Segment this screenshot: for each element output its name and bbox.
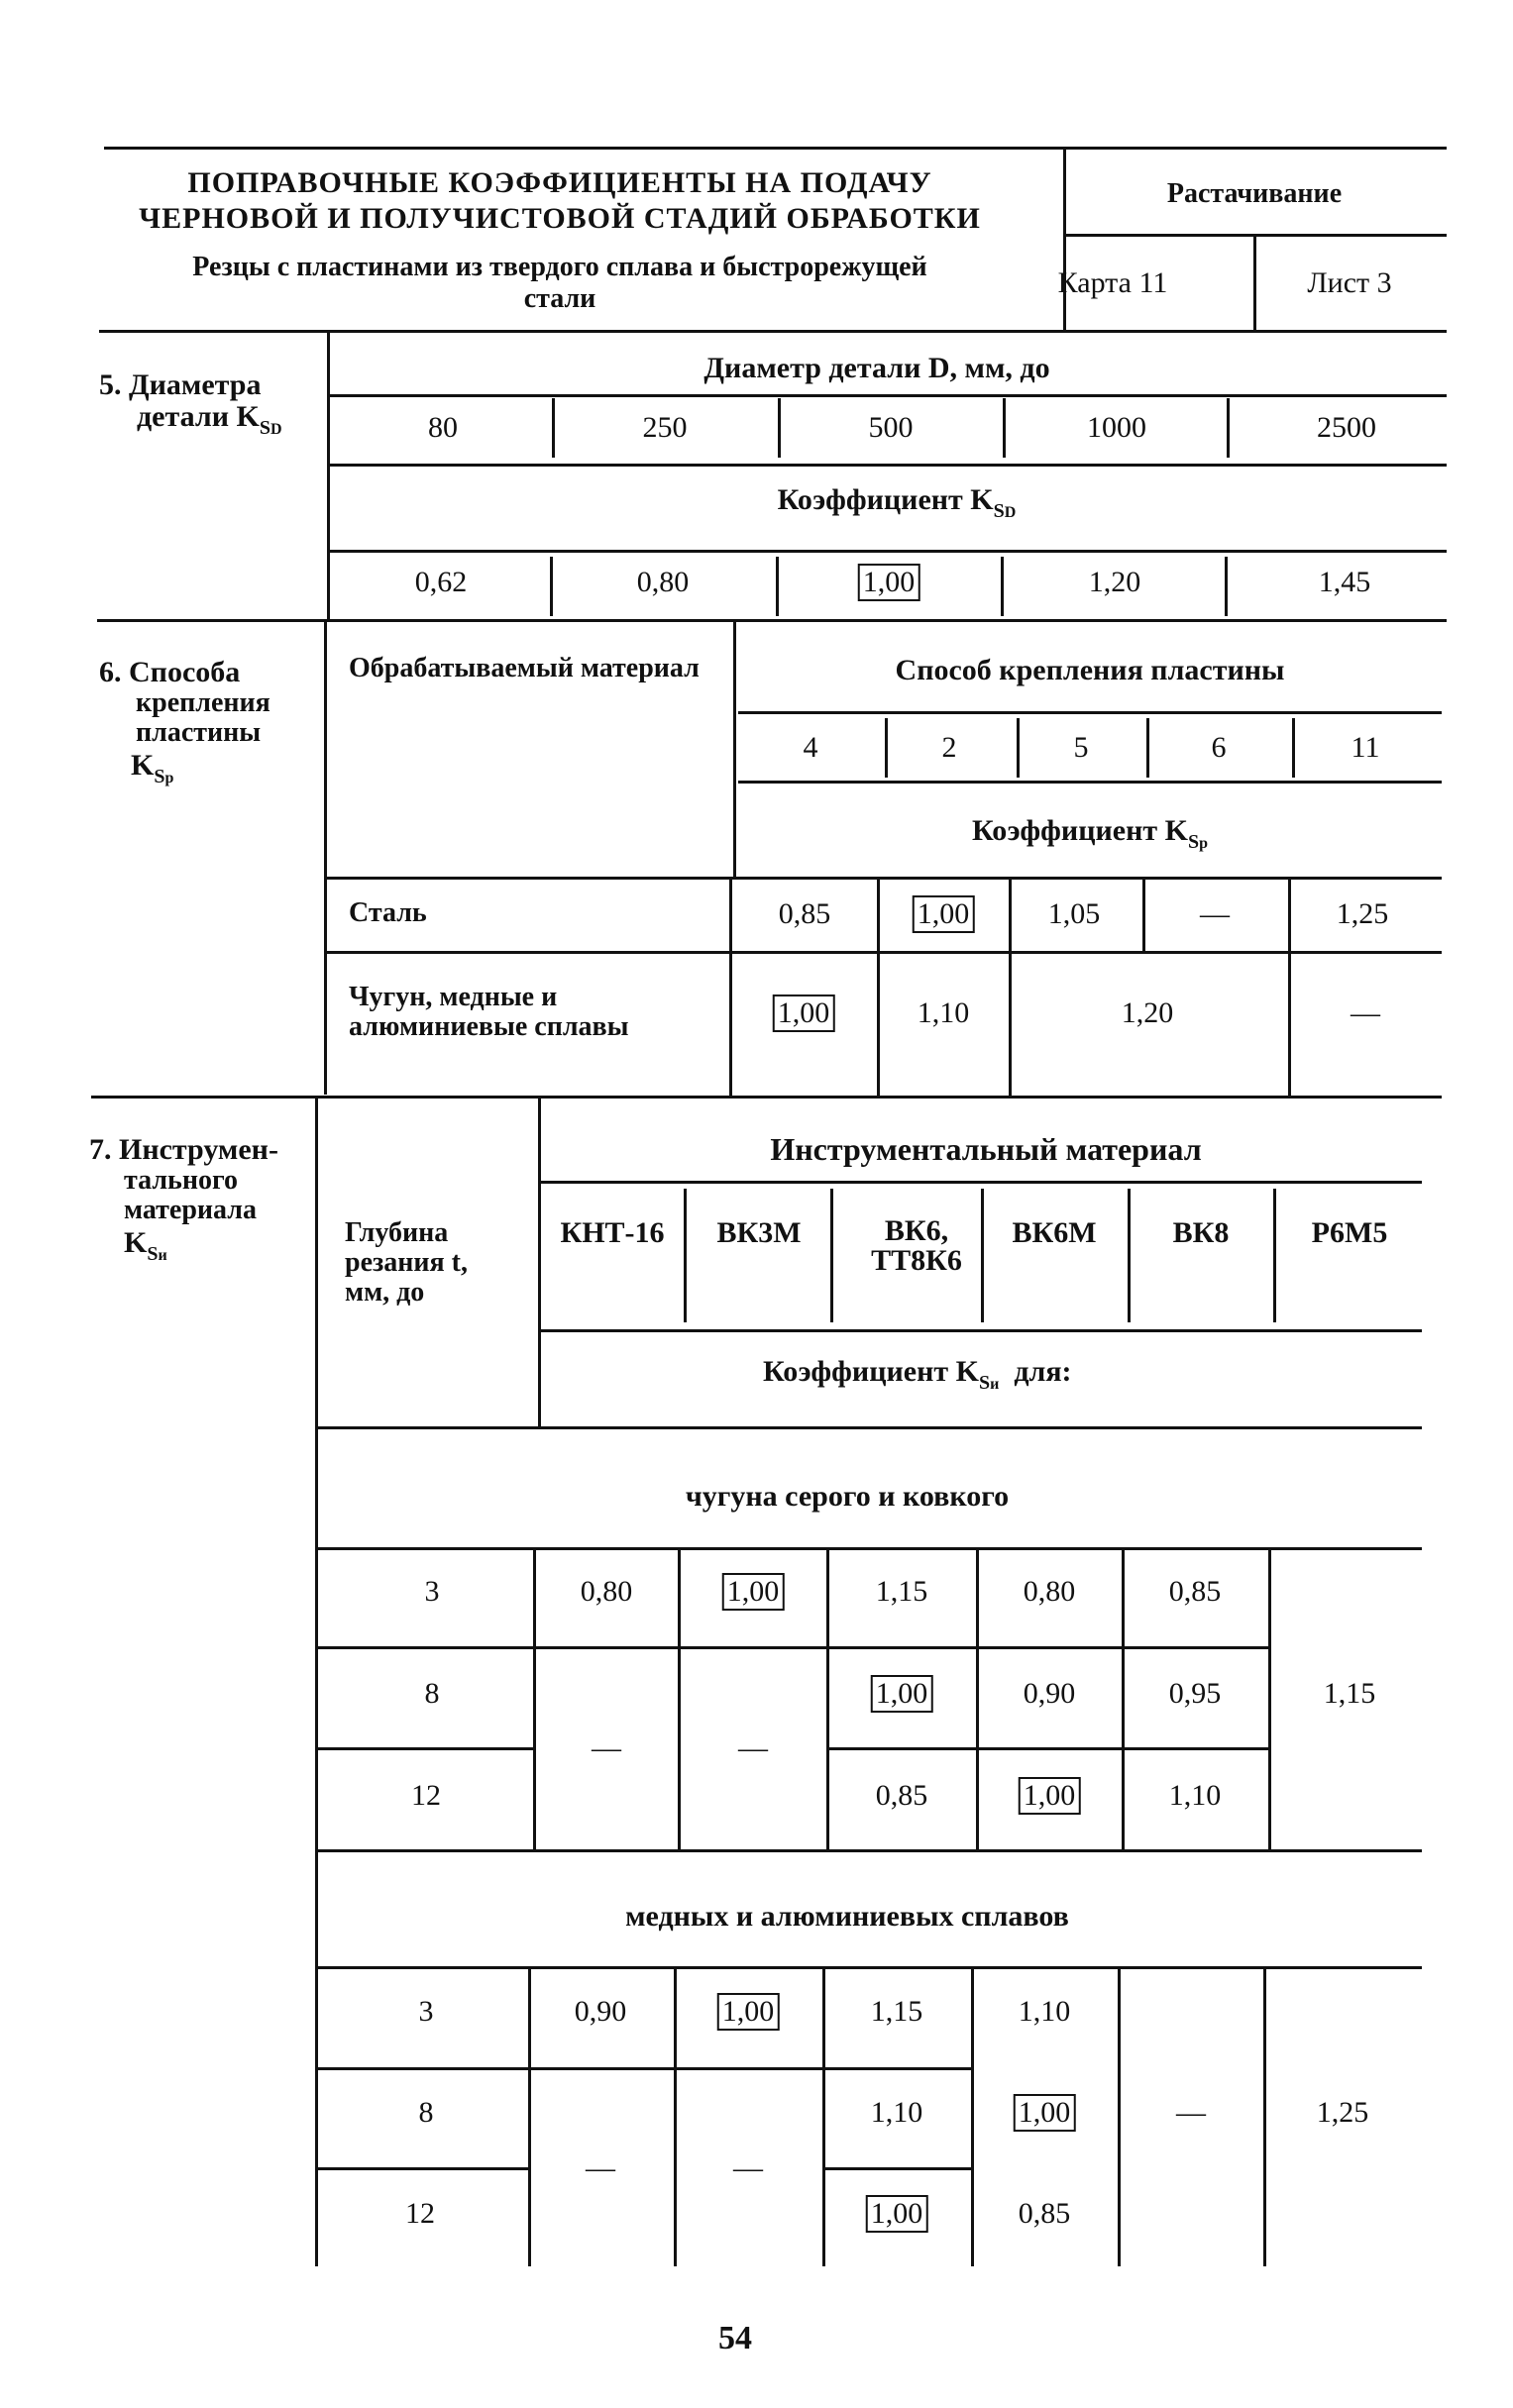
diameter-cell: 250 [642, 411, 688, 444]
dash-cell: — [592, 1731, 621, 1764]
coef-value: 1,45 [1318, 566, 1371, 598]
card-number: Карта 11 [1057, 266, 1168, 299]
rule [674, 1969, 677, 2266]
rule [971, 1969, 974, 2266]
section5-label: детали $K_{SD}$ [137, 400, 282, 439]
rule [981, 1189, 984, 1322]
coef-value: 1,15 [1323, 1677, 1376, 1710]
section7-label: $K_{Sи}$ [124, 1226, 167, 1265]
row-label-cast-iron: Чугун, медные и алюминиевые сплавы [349, 982, 629, 1042]
coef-value-boxed: 1,00 [1019, 1777, 1081, 1815]
rule [97, 619, 1447, 622]
rule [1122, 1550, 1125, 1849]
subtitle: Резцы с пластинами из твердого сплава и быстрорежущей [192, 252, 927, 282]
rule [315, 1098, 318, 2266]
coef-value: 0,85 [778, 897, 831, 930]
sheet-number: Лист 3 [1307, 266, 1392, 299]
page-title: ПОПРАВОЧНЫЕ КОЭФФИЦИЕНТЫ НА ПОДАЧУ [187, 166, 932, 199]
rule [1273, 1189, 1276, 1322]
method-cell: 2 [941, 731, 957, 764]
rule [317, 1966, 1422, 1969]
dash-cell: — [738, 1731, 768, 1764]
rule [733, 621, 736, 877]
section7-label: тального [124, 1165, 239, 1196]
rule [826, 1550, 829, 1849]
section5-column-header: Диаметр детали D, мм, до [703, 352, 1050, 384]
depth-cell: 12 [411, 1779, 441, 1812]
coef-value-boxed: 1,00 [717, 1993, 780, 2031]
coef-value: 0,80 [636, 566, 690, 598]
rule [99, 330, 1447, 333]
group-title: чугуна серого и ковкого [685, 1480, 1010, 1513]
rule [317, 1646, 1268, 1649]
section6-label: крепления [136, 687, 270, 718]
depth-cell: 3 [418, 1995, 434, 2028]
tool-cell: Р6М5 [1311, 1216, 1388, 1249]
coef-value: 1,20 [1121, 996, 1174, 1029]
coef-value: 0,90 [574, 1995, 627, 2028]
rule [550, 557, 553, 616]
rule [330, 394, 1447, 397]
depth-header: Глубина резания t, мм, до [345, 1217, 468, 1308]
coef-value: 1,10 [1168, 1779, 1222, 1812]
coef-value: 1,15 [870, 1995, 923, 2028]
rule [885, 718, 888, 778]
section7-label: материала [124, 1195, 257, 1225]
tool-cell: ВК6, ТТ8К6 [871, 1214, 962, 1277]
rule [327, 332, 330, 619]
rule [330, 464, 1447, 467]
section6-coef-header: Коэффициент $K_{Sр}$ [972, 814, 1208, 853]
rule [317, 1849, 1422, 1852]
subtitle: стали [523, 283, 596, 314]
diameter-cell: 2500 [1317, 411, 1376, 444]
rule [826, 1747, 1268, 1750]
diameter-cell: 1000 [1087, 411, 1146, 444]
coef-value: 0,95 [1168, 1677, 1222, 1710]
rule [822, 2167, 971, 2170]
section7-coef-header: Коэффициент $K_{Sи}$ для: [763, 1355, 1072, 1394]
rule [104, 147, 1447, 150]
coef-value-boxed: 1,00 [866, 2195, 928, 2233]
diameter-cell: 500 [868, 411, 914, 444]
tool-cell: ВК8 [1172, 1216, 1230, 1249]
rule [1128, 1189, 1131, 1322]
coef-value-boxed: 1,00 [773, 995, 835, 1032]
method-cell: 5 [1073, 731, 1089, 764]
coef-value-boxed: 1,00 [871, 1675, 933, 1713]
rule [1009, 880, 1012, 1096]
depth-cell: 8 [418, 2096, 434, 2129]
rule [1017, 718, 1020, 778]
rule [540, 1329, 1422, 1332]
group-title: медных и алюминиевых сплавов [625, 1900, 1069, 1933]
coef-value: 1,10 [870, 2096, 923, 2129]
rule [317, 1747, 533, 1750]
page-title: ЧЕРНОВОЙ И ПОЛУЧИСТОВОЙ СТАДИЙ ОБРАБОТКИ [139, 202, 981, 235]
coef-value: 1,25 [1336, 897, 1389, 930]
coef-value: 0,80 [1023, 1575, 1076, 1608]
rule [1263, 1969, 1266, 2266]
section5-coef-header: Коэффициент $K_{SD}$ [777, 483, 1017, 522]
rule [1288, 880, 1291, 1096]
material-header: Обрабатываемый материал [349, 653, 700, 683]
operation-label: Растачивание [1166, 178, 1343, 209]
rule [738, 781, 1442, 784]
coef-value: 1,10 [1018, 1995, 1071, 2028]
rule [317, 1547, 1422, 1550]
coef-value: 0,85 [1168, 1575, 1222, 1608]
rule [830, 1189, 833, 1322]
method-cell: 4 [803, 731, 818, 764]
rule [528, 1969, 531, 2266]
section6-label: пластины [136, 717, 262, 748]
rule [1225, 557, 1228, 616]
dash-cell: — [733, 2151, 763, 2184]
rule [317, 2067, 971, 2070]
coef-value: 0,62 [414, 566, 468, 598]
rule [324, 621, 327, 1095]
section5-label: 5. Диаметра [99, 368, 262, 401]
dash-cell: — [1176, 2096, 1206, 2129]
rule [1292, 718, 1295, 778]
coef-value: — [1200, 897, 1230, 930]
section6-label: 6. Способа [99, 656, 241, 688]
rule [330, 550, 1447, 553]
coef-value: 1,10 [917, 996, 970, 1029]
coef-value: 1,20 [1088, 566, 1141, 598]
dash-cell: — [586, 2151, 615, 2184]
depth-cell: 8 [424, 1677, 440, 1710]
coef-value: 1,15 [875, 1575, 928, 1608]
rule [776, 557, 779, 616]
tool-header: Инструментальный материал [770, 1131, 1202, 1167]
rule [1227, 398, 1230, 458]
tool-cell: ВК3М [716, 1216, 802, 1249]
rule [1268, 1550, 1271, 1849]
rule [976, 1550, 979, 1849]
rule [91, 1096, 1442, 1099]
section6-label: $K_{Sр}$ [131, 749, 174, 787]
rule [317, 2167, 528, 2170]
section7-label: 7. Инструмен- [89, 1133, 278, 1166]
depth-cell: 12 [405, 2197, 435, 2230]
rule [327, 951, 1442, 954]
row-label-steel: Сталь [349, 897, 427, 928]
rule [684, 1189, 687, 1322]
rule [778, 398, 781, 458]
tool-cell: ВК6М [1012, 1216, 1097, 1249]
rule [317, 1426, 1422, 1429]
rule [540, 1181, 1422, 1184]
coef-value: 0,85 [875, 1779, 928, 1812]
method-header: Способ крепления пластины [895, 654, 1285, 686]
rule [552, 398, 555, 458]
rule [1003, 398, 1006, 458]
tool-cell: КНТ-16 [560, 1216, 665, 1249]
method-cell: 11 [1351, 731, 1380, 764]
rule [1253, 236, 1256, 330]
coef-value: 0,80 [580, 1575, 633, 1608]
rule [729, 880, 732, 1096]
rule [822, 1969, 825, 2266]
coef-value: — [1351, 996, 1380, 1029]
coef-value: 1,25 [1316, 2096, 1369, 2129]
diameter-cell: 80 [428, 411, 458, 444]
depth-cell: 3 [424, 1575, 440, 1608]
rule [1118, 1969, 1121, 2266]
rule [1063, 147, 1066, 330]
rule [533, 1550, 536, 1849]
coef-value: 0,90 [1023, 1677, 1076, 1710]
coef-value-boxed: 1,00 [913, 895, 975, 933]
coef-value: 0,85 [1018, 2197, 1071, 2230]
coef-value-boxed: 1,00 [722, 1573, 785, 1611]
rule [327, 877, 1442, 880]
rule [877, 880, 880, 1096]
coef-value-boxed: 1,00 [1014, 2094, 1076, 2132]
rule [538, 1098, 541, 1426]
rule [1146, 718, 1149, 778]
page-number: 54 [718, 2320, 752, 2356]
rule [738, 711, 1442, 714]
coef-value-boxed: 1,00 [858, 564, 920, 601]
rule [1142, 880, 1145, 951]
rule [678, 1550, 681, 1849]
coef-value: 1,05 [1047, 897, 1101, 930]
rule [1001, 557, 1004, 616]
method-cell: 6 [1211, 731, 1227, 764]
